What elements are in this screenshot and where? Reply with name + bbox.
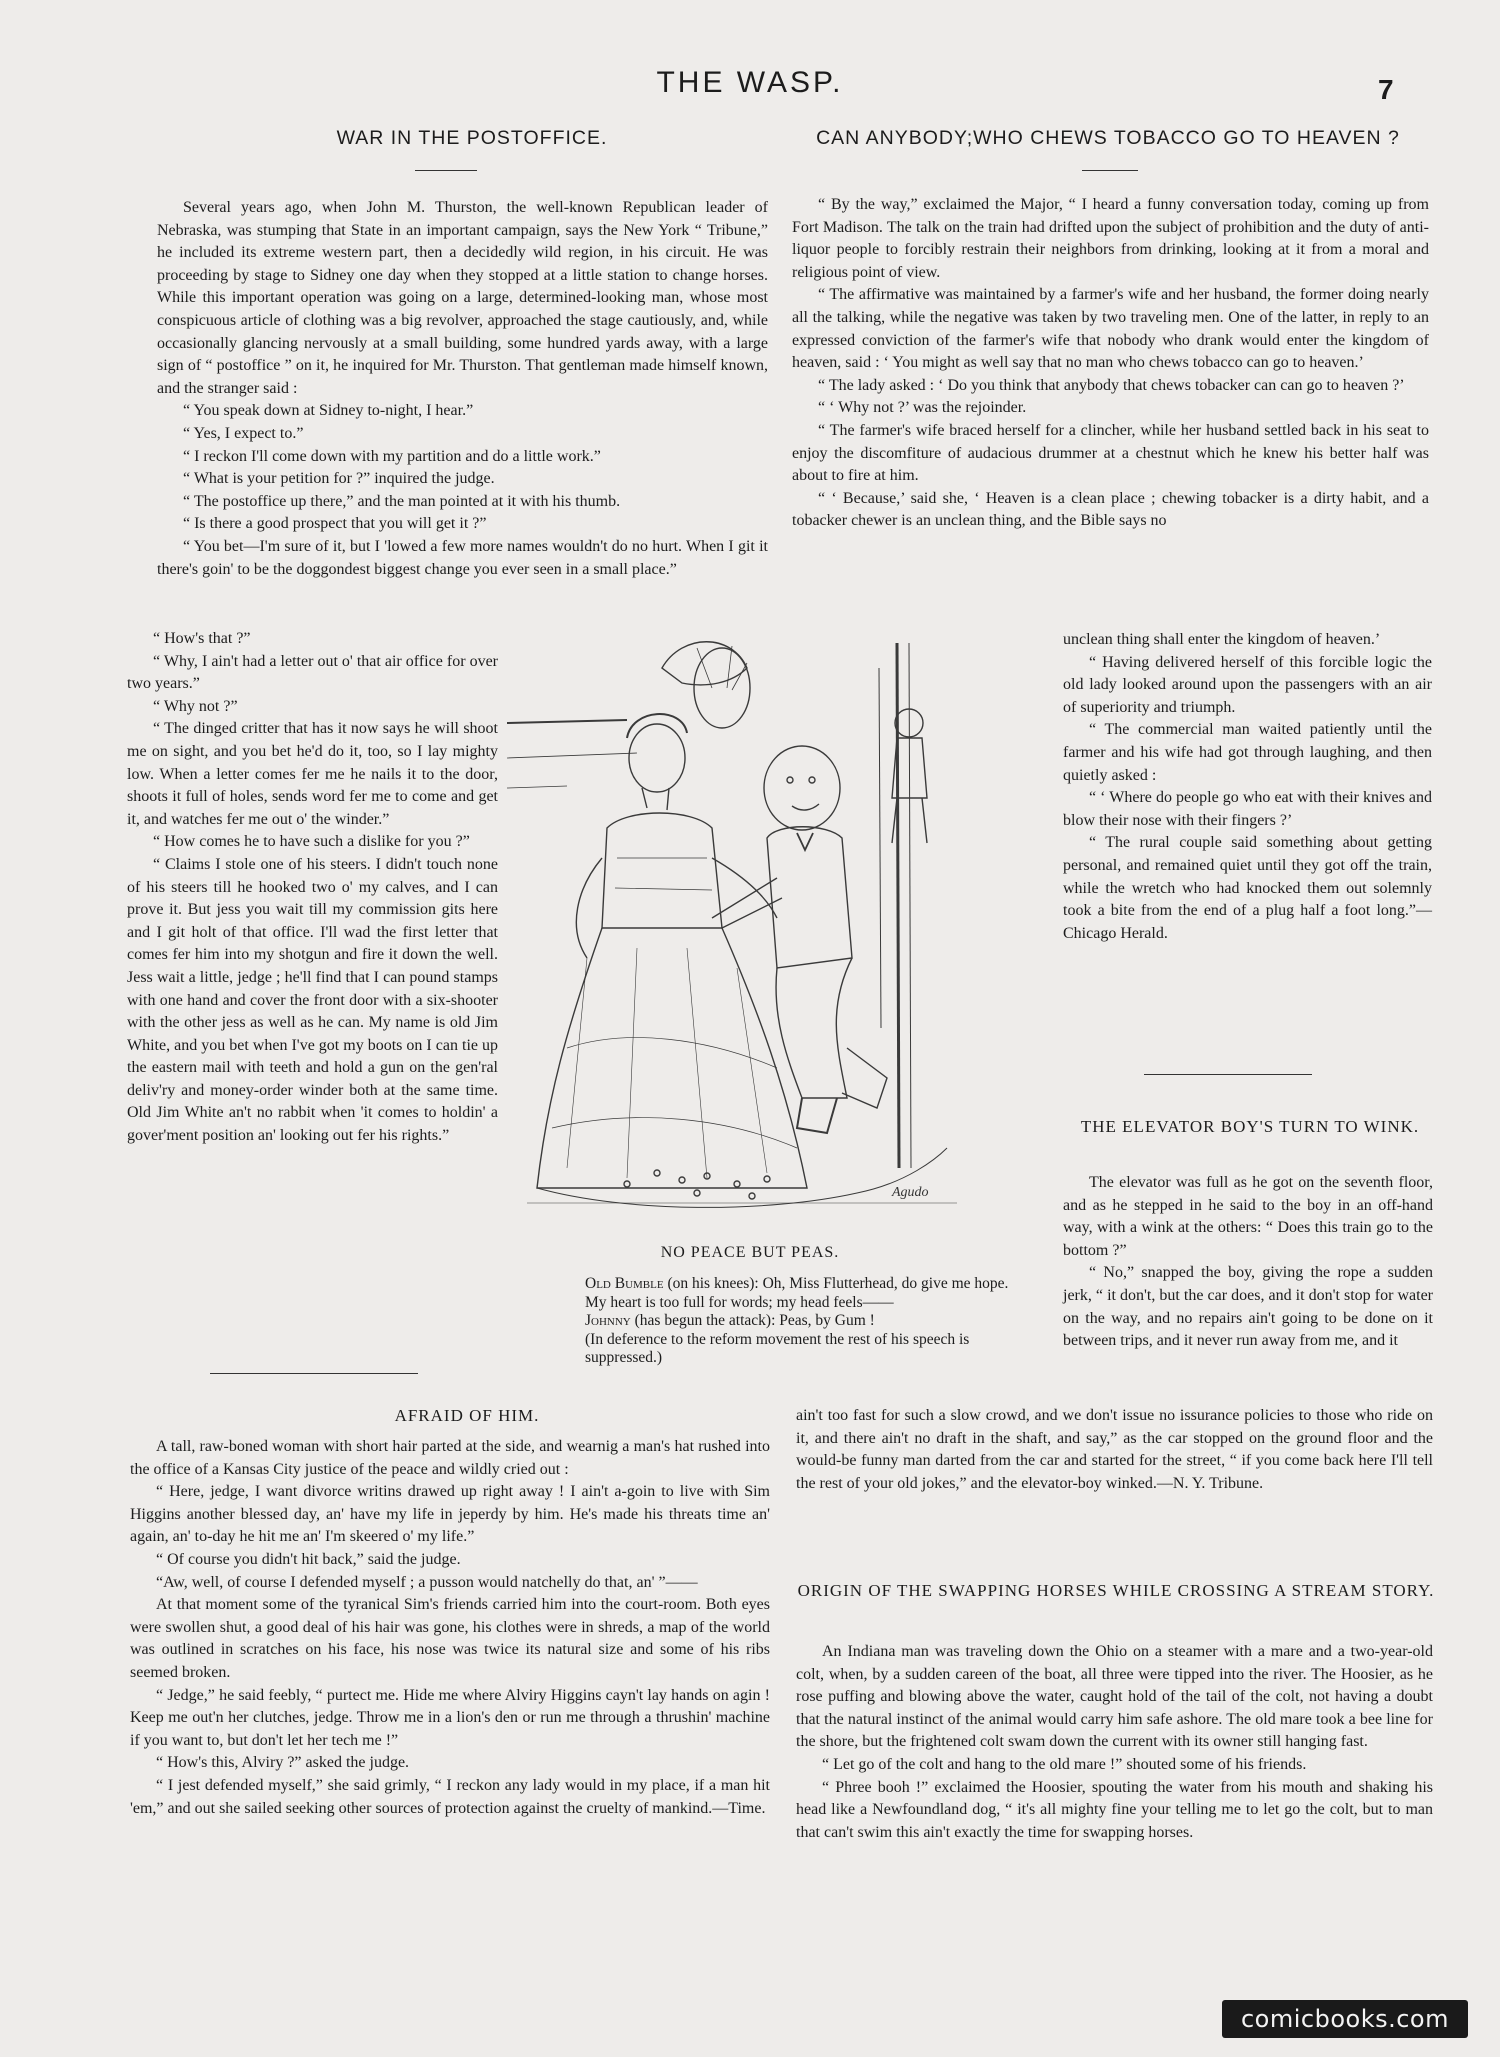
title-divider (415, 170, 477, 171)
caption-speaker: Old Bumble (585, 1275, 664, 1292)
paragraph: “ I reckon I'll come down with my partition and do a little work.” (183, 447, 601, 465)
paragraph: “ The dinged critter that has it now says he will shoot me on sight, and you bet he'd do it, too, so I lay mighty low. When a letter comes fer me he nails it to the door, shoots it full of holes, sends word fer me to come and get it, and watches fer me out o' the winder.” (127, 720, 498, 828)
paragraph: “ Phree booh !” exclaimed the Hoosier, spouting the water from his mouth and shaking his head like a Newfoundland dog, “ it's all mighty fine your telling me to let go the colt, but to man that can't swim this ain't exactly the time for swapping horses. (796, 1778, 1433, 1841)
article-title-war: WAR IN THE POSTOFFICE. (336, 127, 608, 149)
paragraph: “ The lady asked : ‘ Do you think that anybody that chews tobacker can can go to heaven ?’ (818, 376, 1405, 394)
article-body-tobacco-top (792, 194, 1429, 533)
paragraph: unclean thing shall enter the kingdom of heaven.’ (1063, 631, 1381, 648)
paragraph: “ The rural couple said something about getting personal, and remained quiet until they got off the train, while the wretch who had knocked them out solemnly took a bite from the end of a plug half a foot long.”— Chicago Herald. (1063, 834, 1432, 942)
paragraph: “ ‘ Where do people go who eat with their knives and blow their nose with their fingers ?’ (1063, 789, 1432, 829)
paragraph: “ The postoffice up there,” and the man pointed at it with his thumb. (183, 492, 621, 510)
illustration-caption-title: NO PEACE BUT PEAS. (660, 1244, 840, 1261)
paragraph: “ Of course you didn't hit back,” said the judge. (156, 1550, 461, 1568)
paragraph: “ How's that ?” (153, 630, 251, 647)
paragraph: “ How's this, Alviry ?” asked the judge. (156, 1754, 410, 1772)
caption-line: (In deference to the reform movement the rest of his speech is suppressed.) (585, 1330, 970, 1366)
engraving-drawing (507, 628, 977, 1223)
paragraph: At that moment some of the tyranical Sim's friends carried him into the court-room. Both eyes were swollen shut, a good deal of his hair was gone, his clothes were in shreds, a map of the world was outlined in scratches on his face, his nose was twice its natural size and some of his ribs seemed broken. (130, 1596, 770, 1681)
paragraph: “ How comes he to have such a dislike for you ?” (153, 833, 470, 851)
illustration-no-peace-but-peas (507, 628, 977, 1223)
caption-line (563, 1312, 1015, 1331)
caption-speaker: Johnny (585, 1312, 631, 1329)
paragraph: ain't too fast for such a slow crowd, and we don't issue no issurance policies to those who ride on it, and there ain't no draft in the shaft, and say,” as the car stopped on the ground floor and the would-be funny man darted from the car and started for the street, “ if you come back here I'll tell the rest of your old jokes,” and the elevator-boy winked.—N. Y. Tribune. (796, 1407, 1433, 1492)
caption-text: (on his knees): Oh, Miss Flutterhead, do give me hope. My heart is too full for words; my head feels—— (585, 1275, 1009, 1311)
paragraph: The elevator was full as he got on the seventh floor, and as he stepped in he said to the boy in an off-hand way, with a wink at the others: “ Does this train go to the bottom ?” (1063, 1174, 1433, 1259)
section-divider (210, 1373, 418, 1374)
watermark-logo: comicbooks.com (1222, 2000, 1468, 2038)
paragraph: “ What is your petition for ?” inquired the judge. (183, 470, 495, 488)
paragraph: “ ‘ Why not ?’ was the rejoinder. (818, 399, 1027, 417)
paragraph: “ The farmer's wife braced herself for a clincher, while her husband settled back in his seat to enjoy the discomfiture of audacious drummer at a chestnut which he knew his better half was about to fire at him. (792, 421, 1429, 485)
paragraph: “ Why, I ain't had a letter out o' that air office for over two years.” (127, 652, 498, 693)
article-title-afraid: AFRAID OF HIM. (394, 1406, 540, 1425)
paragraph: Several years ago, when John M. Thurston, the well-known Republican leader of Nebraska, was stumping that State in an important campaign, says the New York “ Tribune,” he included its extreme western part, then a decidedly wild region, in his circuit. He was proceeding by stage to Sidney one day when they stopped at a little station to change horses. While this important operation was going on a large, determined-looking man, whose most conspicuous article of clothing was a big revolver, approached the stage cautiously, and, while occasionally glancing nervously at a small building, some hundred yards away, with a large sign of “ postoffice ” on it, he inquired for Mr. Thurston. That gentleman made himself known, and the stranger said : (157, 199, 768, 397)
paragraph: An Indiana man was traveling down the Ohio on a steamer with a mare and a two-year-old colt, when, by a sudden careen of the boat, all three were tipped into the river. The Hoosier, as he rose puffing and blowing above the water, caught hold of the tail of the colt, not having a doubt that the natural instinct of the animal would carry him safe ashore. The old mare took a bee line for the shore, but the frightened colt swam down the current with its owner still hanging fast. (796, 1643, 1433, 1751)
paragraph: “Aw, well, of course I defended myself ; a pusson would natchelly do that, an' ”—— (156, 1573, 698, 1591)
paragraph: “ The affirmative was maintained by a farmer's wife and her husband, the former doing nearly all the talking, while the negative was taken by two traveling men. One of the latter, in reply to an expressed conviction of the farmer's wife that nobody who drank would enter the kingdom of heaven, said : ‘ You might as well say that no man who chews tobacco can go to heaven.’ (792, 286, 1429, 372)
paragraph: “ Why not ?” (153, 697, 238, 715)
paragraph: “ Let go of the colt and hang to the old mare !” shouted some of his friends. (822, 1755, 1307, 1773)
masthead-title: THE WASP. (656, 66, 844, 99)
paragraph: “ Is there a good prospect that you will get it ?” (183, 515, 487, 533)
article-body-elevator-narrow (1063, 1172, 1433, 1353)
title-divider (1082, 170, 1138, 171)
paragraph: “ No,” snapped the boy, giving the rope a sudden jerk, “ it don't, but the car does, and it don't stop for water on the way, and no repairs ain't going to be done on it between trips, and it never run away from me, and it (1063, 1264, 1433, 1350)
paragraph: “ Here, jedge, I want divorce writins drawed up right away ! I ain't a-goin to live with Sim Higgins another blessed day, an' have my life in jeperdy by him. He's made his threats time an' again, an' to-day he hit me an' I'm skeered o' my life.” (130, 1483, 770, 1546)
paragraph: “ The commercial man waited patiently until the farmer and his wife had got through laughing, and then quietly asked : (1063, 721, 1432, 784)
paragraph: “ You bet—I'm sure of it, but I 'lowed a few more names wouldn't do no hurt. When I git it there's goin' to be the doggondest biggest change you ever seen in a small place.” (157, 537, 768, 578)
paragraph: “ Jedge,” he said feebly, “ purtect me. Hide me where Alviry Higgins cayn't lay hands on agin ! Keep me out'n her clutches, jedge. Throw me in a lion's den or run me through a thrushin' machine if you want to, but don't let her tech me !” (130, 1686, 770, 1749)
article-title-tobacco: CAN ANYBODY;WHO CHEWS TOBACCO GO TO HEAVEN ? (816, 127, 1400, 149)
paragraph: “ Claims I stole one of his steers. I didn't touch none of his steers till he hooked two o' my calves, and I can prove it. But jess you wait till my commission gits here and I git holt of that office. I'll wad the first letter that comes fer him into my shotgun and fire it down the well. Jess wait a little, jedge ; he'll find that I can pound stamps with one hand and cover the front door with a six-shooter with the other jess as well as he can. My name is old Jim White, and you bet when I've got my boots on I can tie up the eastern mail with teeth and hold a gun on the gen'ral deliv'ry and money-order winder both at the same time. Old Jim White an't no rabbit when 'it comes to holdin' a gover'ment position an' looking out fer his rights.” (127, 855, 498, 1145)
paragraph: A tall, raw-boned woman with short hair parted at the side, and wearnig a man's hat rushed into the office of a Kansas City justice of the peace and wildly cried out : (130, 1438, 770, 1478)
page-number: 7 (1378, 74, 1394, 105)
paragraph: “ By the way,” exclaimed the Major, “ I heard a funny conversation today, coming up from Fort Madison. The talk on the train had drifted upon the subject of prohibition and the duty of anti-liquor people to forcibly restrain their neighbors from drinking, looking at it from a moral and religious point of view. (792, 196, 1429, 281)
paragraph: “ I jest defended myself,” she said grimly, “ I reckon any lady would in my place, if a man hit 'em,” and out she sailed seeking other sources of protection against the cruelty of mankind.—Time. (130, 1776, 770, 1817)
article-title-origin: ORIGIN OF THE SWAPPING HORSES WHILE CROSSING A STREAM STORY. (797, 1581, 1435, 1600)
article-body-war-narrow (127, 628, 498, 1148)
illustration-caption (563, 1275, 1015, 1368)
caption-line (563, 1275, 1015, 1312)
caption-text: (has begun the attack): Peas, by Gum ! (630, 1312, 875, 1329)
article-body-tobacco-narrow (1063, 629, 1432, 945)
paragraph: “ ‘ Because,’ said she, ‘ Heaven is a clean place ; chewing tobacker is a dirty habit, and a tobacker chewer is an unclean thing, and the Bible says no (792, 489, 1429, 530)
article-body-origin (796, 1641, 1433, 1844)
paragraph: “ Having delivered herself of this forcible logic the old lady looked around upon the passengers with an air of superiority and triumph. (1063, 653, 1432, 716)
article-body-elevator-wide (796, 1405, 1433, 1495)
paragraph: “ You speak down at Sidney to-night, I hear.” (183, 402, 474, 420)
article-body-afraid (130, 1436, 770, 1820)
article-title-elevator: THE ELEVATOR BOY'S TURN TO WINK. (1080, 1117, 1420, 1136)
article-body-war-top (157, 197, 768, 581)
section-divider (1144, 1074, 1312, 1075)
artist-signature: Agudo (892, 1185, 929, 1200)
paragraph: “ Yes, I expect to.” (183, 424, 304, 442)
